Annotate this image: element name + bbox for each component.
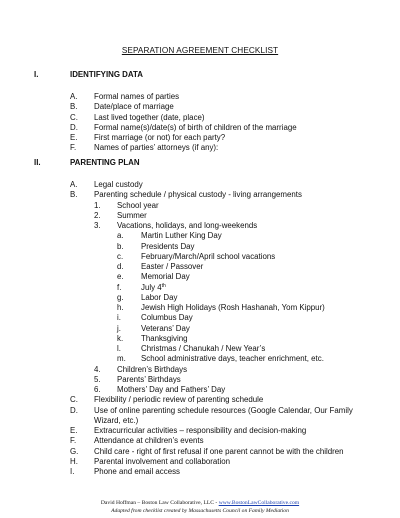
item-marker: B. <box>70 102 78 112</box>
item-marker: H. <box>70 456 78 466</box>
checklist-item: Parental involvement and collaboration <box>94 456 230 466</box>
holiday-marker: e. <box>117 272 124 282</box>
holiday-item: Christmas / Chanukah / New Year’s <box>141 344 266 353</box>
checklist-item: Use of online parenting schedule resources (Google Calendar, Our Family <box>94 405 353 415</box>
checklist-subitem: Summer <box>117 210 147 220</box>
checklist-subitem: Vacations, holidays, and long-weekends <box>117 221 258 230</box>
section-number: I. <box>34 70 39 79</box>
item-marker: D. <box>70 122 78 132</box>
item-marker: F. <box>70 436 77 446</box>
checklist-item: Child care - right of first refusal if one parent cannot be with the children <box>94 446 344 456</box>
checklist-item: Flexibility / periodic review of parenting schedule <box>94 395 264 405</box>
holiday-item: Easter / Passover <box>141 262 204 271</box>
section-number: II. <box>34 158 41 167</box>
item-marker: D. <box>70 405 78 415</box>
footer-website-link[interactable]: www.BostonLawCollaborative.com <box>218 500 300 506</box>
checklist-item: Date/place of marriage <box>94 102 174 112</box>
checklist-subitem: School year <box>117 200 159 210</box>
page-title: SEPARATION AGREEMENT CHECKLIST <box>121 46 279 55</box>
checklist-item: First marriage (or not) for each party? <box>94 133 226 142</box>
checklist-item: Formal name(s)/date(s) of birth of children of the marriage <box>94 122 297 132</box>
holiday-marker: b. <box>117 241 124 251</box>
holiday-item: February/March/April school vacations <box>141 251 276 261</box>
holiday-marker: j. <box>117 323 121 333</box>
item-marker: E. <box>70 426 78 435</box>
item-marker: A. <box>70 180 78 189</box>
item-marker: I. <box>70 467 75 476</box>
subitem-marker: 3. <box>94 221 101 230</box>
subitem-marker: 1. <box>94 200 101 210</box>
holiday-item: Presidents Day <box>141 241 195 251</box>
footer-adaptation-note: Adapted from checklist created by Massachusetts Council on Family Mediation <box>111 508 289 514</box>
item-marker: F. <box>70 143 77 153</box>
checklist-item: Formal names of parties <box>94 92 180 101</box>
holiday-item: Veterans’ Day <box>141 323 190 333</box>
checklist-item: Names of parties’ attorneys (if any): <box>94 143 219 153</box>
holiday-marker: h. <box>117 303 124 312</box>
holiday-marker: m. <box>117 354 126 364</box>
item-marker: E. <box>70 133 78 142</box>
section-heading: PARENTING PLAN <box>70 158 140 167</box>
checklist-subitem: Children’s Birthdays <box>117 364 188 374</box>
item-marker: C. <box>70 395 78 405</box>
holiday-marker: i. <box>117 313 121 323</box>
footer-author: David Hoffman – Boston Law Collaborative, LLC - <box>100 500 219 506</box>
holiday-item: Labor Day <box>141 292 178 302</box>
holiday-item: Memorial Day <box>141 272 190 282</box>
checklist-item: Extracurricular activities – responsibility and decision-making <box>94 426 307 435</box>
holiday-item: School administrative days, teacher enrichment, etc. <box>141 354 324 364</box>
holiday-item: Martin Luther King Day <box>141 231 222 241</box>
checklist-subitem: Mothers’ Day and Fathers’ Day <box>117 385 226 394</box>
footer-credit <box>0 500 400 507</box>
item-marker: G. <box>70 446 79 456</box>
checklist-item: Parenting schedule / physical custody - living arrangements <box>94 190 302 200</box>
checklist-item-continued: Wizard, etc.) <box>94 415 139 425</box>
item-marker: A. <box>70 92 78 101</box>
item-marker: C. <box>70 112 78 122</box>
holiday-marker: g. <box>117 292 124 302</box>
checklist-item: Last lived together (date, place) <box>94 112 205 122</box>
holiday-marker: c. <box>117 251 124 261</box>
checklist-item: Phone and email access <box>94 467 180 476</box>
ordinal-suffix: th <box>161 282 166 289</box>
holiday-marker: d. <box>117 262 124 271</box>
checklist-subitem: Parents’ Birthdays <box>117 374 181 384</box>
holiday-item: Jewish High Holidays (Rosh Hashanah, Yom Kippur) <box>141 303 325 312</box>
holiday-item: Columbus Day <box>141 313 193 323</box>
holiday-marker: a. <box>117 231 124 241</box>
section-heading: IDENTIFYING DATA <box>70 70 143 79</box>
subitem-marker: 6. <box>94 385 101 394</box>
holiday-marker: f. <box>117 282 122 292</box>
subitem-marker: 5. <box>94 374 101 384</box>
holiday-item: July 4th <box>141 282 166 292</box>
holiday-item: Thanksgiving <box>141 333 188 343</box>
checklist-item: Attendance at children’s events <box>94 436 204 446</box>
holiday-marker: l. <box>117 344 121 353</box>
subitem-marker: 2. <box>94 210 101 220</box>
subitem-marker: 4. <box>94 364 101 374</box>
holiday-marker: k. <box>117 333 124 343</box>
item-marker: B. <box>70 190 78 200</box>
checklist-item: Legal custody <box>94 180 143 189</box>
